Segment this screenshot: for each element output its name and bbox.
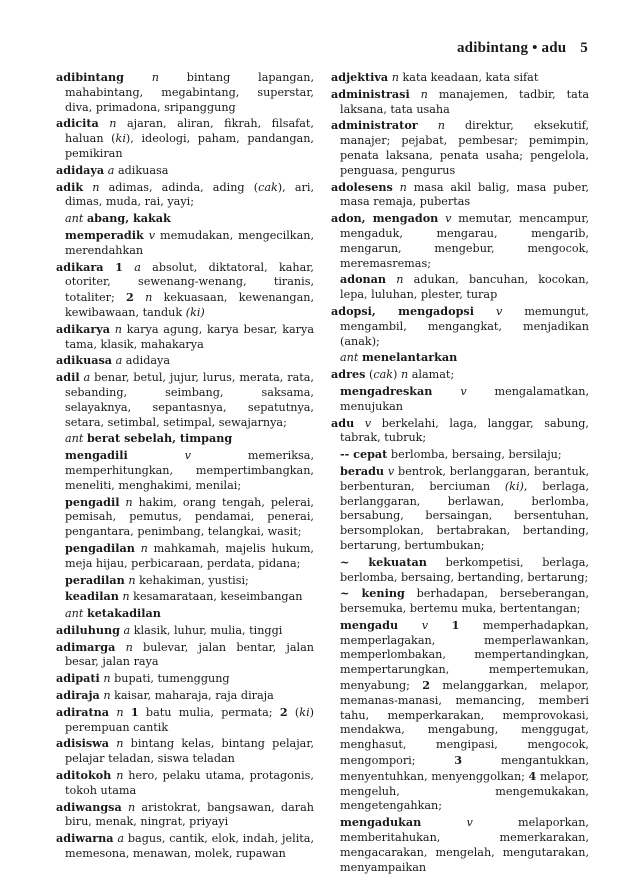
label-italic: ant bbox=[65, 432, 84, 446]
definition-text bbox=[128, 449, 185, 462]
definition-text: bagus, cantik, elok, indah, jelita, memesona, menawan, molek, rupawan bbox=[65, 832, 314, 861]
headword: mengadili bbox=[65, 448, 128, 463]
headword: peradilan bbox=[65, 572, 125, 587]
headword: adibintang bbox=[56, 70, 124, 84]
label-italic: n bbox=[437, 119, 445, 133]
headword: adiratna bbox=[56, 704, 110, 719]
definition-text: absolut, diktatoral, kahar, otoriter, sewenang-wenang, tiranis, totaliter; bbox=[65, 260, 314, 305]
sub-entry bbox=[56, 573, 314, 589]
definition-text: memeriksa, memperhitungkan, mempertimbangkan, meneliti, menghakimi, menilai; bbox=[65, 449, 314, 492]
definition-text: melapor, mengeluh, mengemukakan, mengetengahkan; bbox=[340, 769, 589, 813]
label-italic: n bbox=[109, 117, 117, 131]
definition-text: melanggarkan, melapor, memanas-manasi, memancing, memberi tahu, memperkarakan, memprovokasi, mendakwa, mengabung, menggugat, menghasut, mengipasi, mengocok, mengompori; bbox=[340, 679, 589, 768]
label-italic: v bbox=[460, 384, 467, 398]
definition-text: direktur, eksekutif, manajer; pejabat, pembesar; pemimpin, penata laksana, penata usaha; pengelola, penguasa, pengurus bbox=[340, 119, 590, 177]
definition-text: bupati, tumenggung bbox=[110, 672, 230, 686]
sub-entry bbox=[331, 586, 589, 617]
sub-entry bbox=[56, 589, 314, 605]
headword: adu bbox=[331, 415, 355, 430]
sub-entry bbox=[56, 448, 314, 493]
label-italic: v bbox=[445, 212, 452, 226]
sub-entry bbox=[331, 555, 589, 586]
headword: pengadilan bbox=[65, 540, 135, 555]
label-italic: v bbox=[364, 416, 372, 430]
sub-entry bbox=[56, 606, 314, 622]
definition-text: berlomba, bersaing, bersilaju; bbox=[387, 448, 562, 462]
definition-text: karya agung, karya besar, karya tama, klasik, mahakarya bbox=[65, 322, 314, 351]
label-italic: ki bbox=[115, 132, 126, 146]
dictionary-entry bbox=[56, 640, 314, 671]
definition-text: kaisar, maharaja, raja diraja bbox=[110, 689, 274, 703]
label-italic: n bbox=[116, 737, 124, 751]
headword: ketakadilan bbox=[86, 606, 161, 621]
dictionary-entry bbox=[331, 367, 589, 383]
headword: adiluhung bbox=[56, 622, 120, 637]
definition-text bbox=[115, 641, 125, 654]
headword: 2 bbox=[279, 704, 288, 719]
definition-text bbox=[432, 385, 460, 398]
label-italic: v bbox=[421, 618, 429, 632]
headword: -- cepat bbox=[340, 447, 388, 462]
dictionary-entry bbox=[331, 180, 589, 211]
dictionary-entry bbox=[56, 623, 314, 639]
sub-entry bbox=[331, 464, 589, 554]
definition-text bbox=[124, 706, 131, 719]
headword: 2 bbox=[422, 678, 431, 693]
sub-entry bbox=[331, 350, 589, 366]
headword: adidaya bbox=[56, 162, 105, 177]
dictionary-entry bbox=[56, 768, 314, 799]
definition-text: bulevar, jalan bentar, jalan besar, jalan raya bbox=[65, 640, 314, 669]
dictionary-entry bbox=[331, 70, 589, 86]
headword: administrator bbox=[331, 118, 418, 133]
definition-text: memutar, mencampur, mengaduk, mengarau, mengarib, mengarun, mengebur, mengocok, meremasremas; bbox=[340, 212, 590, 270]
headword: pengadil bbox=[65, 494, 120, 509]
label-italic: (ki) bbox=[504, 479, 524, 493]
definition-text: , berlaga, berlanggaran, berlawan, berlomba, bersabung, bersaingan, bersentuhan, bersomplokan, bertabrakan, bertanding, bertarung, bertumbukan; bbox=[340, 479, 589, 552]
label-italic: n bbox=[140, 541, 148, 555]
headword: adres bbox=[331, 367, 366, 382]
definition-text: berkelahi, laga, langgar, sabung, tabrak, tubruk; bbox=[340, 416, 589, 445]
definition-text: memperhadapkan, memperlagakan, memperlawankan, memperlombakan, mempertandingkan, mempertarungkan, mempertemukan, menyabung; bbox=[340, 618, 589, 693]
left-column bbox=[56, 70, 314, 863]
definition-text: alamat; bbox=[408, 368, 455, 382]
definition-text: mengalamatkan, menujukan bbox=[340, 384, 589, 413]
definition-text bbox=[386, 273, 396, 286]
dictionary-entry bbox=[56, 705, 314, 736]
definition-text bbox=[354, 417, 365, 430]
definition-text: masa akil balig, masa puber, masa remaja, pubertas bbox=[340, 180, 589, 209]
label-italic: a bbox=[115, 354, 123, 368]
definition-text: ) bbox=[393, 368, 401, 382]
sub-entry bbox=[331, 272, 589, 303]
page-number: 5 bbox=[580, 40, 588, 56]
definition-text: adikuasa bbox=[114, 163, 169, 177]
sub-entry bbox=[331, 384, 589, 415]
definition-text bbox=[474, 305, 496, 318]
dictionary-entry bbox=[56, 831, 314, 862]
dictionary-entry bbox=[56, 736, 314, 767]
definition-text: berhadapan, berseberangan, bersemuka, bertemu muka, bertentangan; bbox=[340, 587, 589, 616]
headword: adonan bbox=[340, 272, 387, 287]
dictionary-entry bbox=[56, 671, 314, 687]
dictionary-entry bbox=[56, 163, 314, 179]
definition-text: ( bbox=[287, 705, 300, 719]
definition-text: ( bbox=[365, 368, 374, 382]
dictionary-entry bbox=[331, 87, 589, 118]
headword: adikara 1 bbox=[56, 259, 123, 274]
definition-text: kesamarataan, keseimbangan bbox=[129, 590, 303, 604]
headword: adisiswa bbox=[56, 736, 110, 751]
sub-entry bbox=[56, 211, 314, 227]
headword: adon, mengadon bbox=[331, 211, 439, 226]
sub-entry bbox=[56, 495, 314, 540]
label-italic: n bbox=[127, 800, 136, 814]
dictionary-entry bbox=[331, 211, 589, 271]
definition-text: bintang kelas, bintang pelajar, pelajar teladan, siswa teladan bbox=[65, 737, 315, 766]
right-column bbox=[331, 70, 589, 876]
headword: adiraja bbox=[56, 688, 100, 703]
definition-text: mengantukkan, menyentuhkan, menyenggolkan; bbox=[340, 754, 590, 783]
headword: mengadukan bbox=[340, 815, 422, 830]
label-italic: v bbox=[466, 816, 473, 830]
sub-entry bbox=[56, 541, 314, 572]
label-italic: v bbox=[387, 464, 395, 478]
label-italic: v bbox=[495, 304, 503, 318]
definition-text bbox=[124, 71, 152, 84]
label-italic: n bbox=[125, 640, 133, 654]
definition-text bbox=[428, 619, 452, 632]
headword: abang, kakak bbox=[86, 211, 171, 226]
definition-text: berkompetisi, berlaga, berlomba, bersaing, bertanding, bertarung; bbox=[340, 555, 589, 584]
dictionary-entry bbox=[56, 800, 314, 831]
definition-text: memungut, mengambil, mengangkat, menjadikan (anak); bbox=[340, 304, 589, 348]
label-italic: v bbox=[184, 449, 191, 463]
label-italic: n bbox=[92, 180, 100, 194]
definition-text: klasik, luhur, mulia, tinggi bbox=[130, 623, 283, 637]
label-italic: cak bbox=[258, 180, 278, 194]
headword: administrasi bbox=[331, 86, 410, 101]
definition-text: kehakiman, yustisi; bbox=[135, 573, 249, 587]
label-italic: n bbox=[145, 291, 153, 305]
sub-entry bbox=[331, 618, 589, 814]
headword: ~ kekuatan bbox=[340, 554, 427, 569]
headword: 3 bbox=[454, 753, 463, 768]
definition-text: hero, pelaku utama, protagonis, tokoh utama bbox=[65, 769, 314, 797]
label-italic: n bbox=[122, 590, 130, 604]
headword: adopsi, mengadopsi bbox=[331, 303, 474, 318]
definition-text bbox=[83, 181, 92, 194]
headword: adiwarna bbox=[56, 831, 114, 846]
definition-text: kekuasaan, kewenangan, kewibawaan, tanduk bbox=[65, 291, 315, 319]
label-italic: n bbox=[400, 368, 409, 382]
definition-text: batu mulia, permata; bbox=[138, 705, 280, 719]
headword: adolesens bbox=[331, 179, 393, 194]
headword: beradu bbox=[340, 463, 385, 478]
headword: adipati bbox=[56, 671, 100, 686]
label-italic: n bbox=[125, 495, 133, 509]
definition-text: ), ari, dimas, muda, rai, yayi; bbox=[65, 180, 314, 209]
sub-entry bbox=[331, 815, 589, 875]
headword: adimarga bbox=[56, 639, 116, 654]
definition-text bbox=[134, 291, 145, 304]
label-italic: a bbox=[123, 623, 131, 637]
definition-text: hakim, orang tengah, pelerai, pemisah, pemutus, pendamai, penerai, pengantara, penimbang, telangkai, wasit; bbox=[65, 495, 314, 539]
definition-text: adidaya bbox=[122, 354, 171, 368]
dictionary-entry bbox=[56, 322, 314, 353]
headword: adil bbox=[56, 370, 80, 385]
headword: adikuasa bbox=[56, 353, 113, 368]
headword: 2 bbox=[126, 290, 134, 305]
sub-entry bbox=[331, 447, 589, 463]
label-italic: ant bbox=[65, 607, 84, 621]
label-italic: cak bbox=[373, 368, 394, 382]
label-italic: n bbox=[114, 322, 122, 336]
label-italic: n bbox=[128, 573, 136, 587]
label-italic: n bbox=[116, 705, 124, 719]
dictionary-entry bbox=[56, 180, 314, 211]
headword: ~ kening bbox=[340, 586, 405, 601]
dictionary-entry bbox=[56, 370, 314, 430]
headword: mengadreskan bbox=[340, 383, 433, 398]
headword: keadilan bbox=[65, 589, 119, 604]
definition-text bbox=[99, 117, 109, 130]
sub-entry bbox=[56, 431, 314, 447]
definition-text: ) perempuan cantik bbox=[65, 705, 315, 734]
dictionary-entry bbox=[56, 353, 314, 369]
dictionary-entry bbox=[56, 116, 314, 161]
definition-text: bintang lapangan, mahabintang, megabintang, superstar, diva, primadona, sripanggung bbox=[65, 71, 314, 114]
definition-text bbox=[410, 88, 421, 101]
dictionary-entry bbox=[331, 118, 589, 178]
definition-text: benar, betul, jujur, lurus, merata, rata, sebanding, seimbang, saksama, selayaknya, sepantasnya, sepatutnya, setara, setimbal, setimpal, sewajarnya; bbox=[65, 371, 314, 429]
label-italic: n bbox=[399, 180, 407, 194]
definition-text bbox=[421, 816, 466, 829]
headword: adjektiva bbox=[331, 70, 389, 84]
label-italic: n bbox=[391, 71, 399, 84]
definition-text: bentrok, berlanggaran, berantuk, berbenturan, berciuman bbox=[340, 464, 590, 493]
label-italic: a bbox=[107, 163, 115, 177]
headword: adikarya bbox=[56, 321, 110, 336]
definition-text: memudakan, mengecilkan, merendahkan bbox=[65, 228, 314, 257]
definition-text: mahkamah, majelis hukum, meja hijau, perbicaraan, perdata, pidana; bbox=[65, 541, 314, 570]
headword: 1 bbox=[451, 617, 460, 632]
label-italic: a bbox=[117, 832, 125, 846]
label-italic: n bbox=[420, 87, 428, 101]
definition-text bbox=[393, 181, 400, 194]
definition-text bbox=[123, 261, 134, 274]
headword: adicita bbox=[56, 116, 99, 131]
headword: aditokoh bbox=[56, 768, 112, 783]
dictionary-entry bbox=[56, 688, 314, 704]
label-italic: n bbox=[103, 672, 111, 686]
dictionary-entry bbox=[56, 260, 314, 321]
label-italic: ant bbox=[340, 351, 359, 365]
headword: menelantarkan bbox=[361, 350, 458, 365]
definition-text bbox=[398, 619, 422, 632]
definition-text: ), ideologi, paham, pandangan, pemikiran bbox=[65, 132, 314, 160]
definition-text: aristokrat, bangsawan, darah biru, menak, ningrat, priyayi bbox=[65, 800, 314, 829]
definition-text: manajemen, tadbir, tata laksana, tata usaha bbox=[340, 87, 589, 116]
label-italic: n bbox=[396, 273, 404, 287]
definition-text: melaporkan, memberitahukan, memerkarakan, mengacarakan, mengelah, mengutarakan, menyampaikan bbox=[340, 816, 589, 874]
label-italic: ki bbox=[299, 705, 310, 719]
definition-text: adukan, bancuhan, kocokan, lepa, luluhan, plester, turap bbox=[340, 273, 589, 302]
definition-text bbox=[418, 119, 438, 132]
label-italic: v bbox=[148, 228, 156, 242]
definition-text: adimas, adinda, ading ( bbox=[99, 180, 259, 194]
dictionary-entry bbox=[331, 304, 589, 349]
definition-text: ajaran, aliran, fikrah, filsafat, haluan ( bbox=[65, 117, 314, 146]
label-italic: a bbox=[83, 371, 91, 385]
running-head bbox=[0, 40, 588, 57]
label-italic: n bbox=[103, 689, 111, 703]
headword: 1 bbox=[130, 704, 139, 719]
sub-entry bbox=[56, 228, 314, 259]
label-italic: n bbox=[151, 71, 159, 84]
dictionary-entry bbox=[56, 70, 314, 115]
headword: adik bbox=[56, 179, 84, 194]
headword: adiwangsa bbox=[56, 799, 122, 814]
headword: mengadu bbox=[340, 617, 399, 632]
label-italic: n bbox=[116, 769, 124, 783]
label-italic: ant bbox=[65, 212, 84, 226]
dictionary-entry bbox=[331, 416, 589, 447]
headword: 4 bbox=[528, 768, 537, 783]
headword: memperadik bbox=[65, 227, 144, 242]
running-head-title: adibintang • adu bbox=[456, 40, 567, 56]
headword: berat sebelah, timpang bbox=[86, 431, 233, 446]
label-italic: (ki) bbox=[185, 305, 205, 319]
label-italic: a bbox=[134, 260, 141, 274]
definition-text: kata keadaan, kata sifat bbox=[398, 71, 539, 84]
